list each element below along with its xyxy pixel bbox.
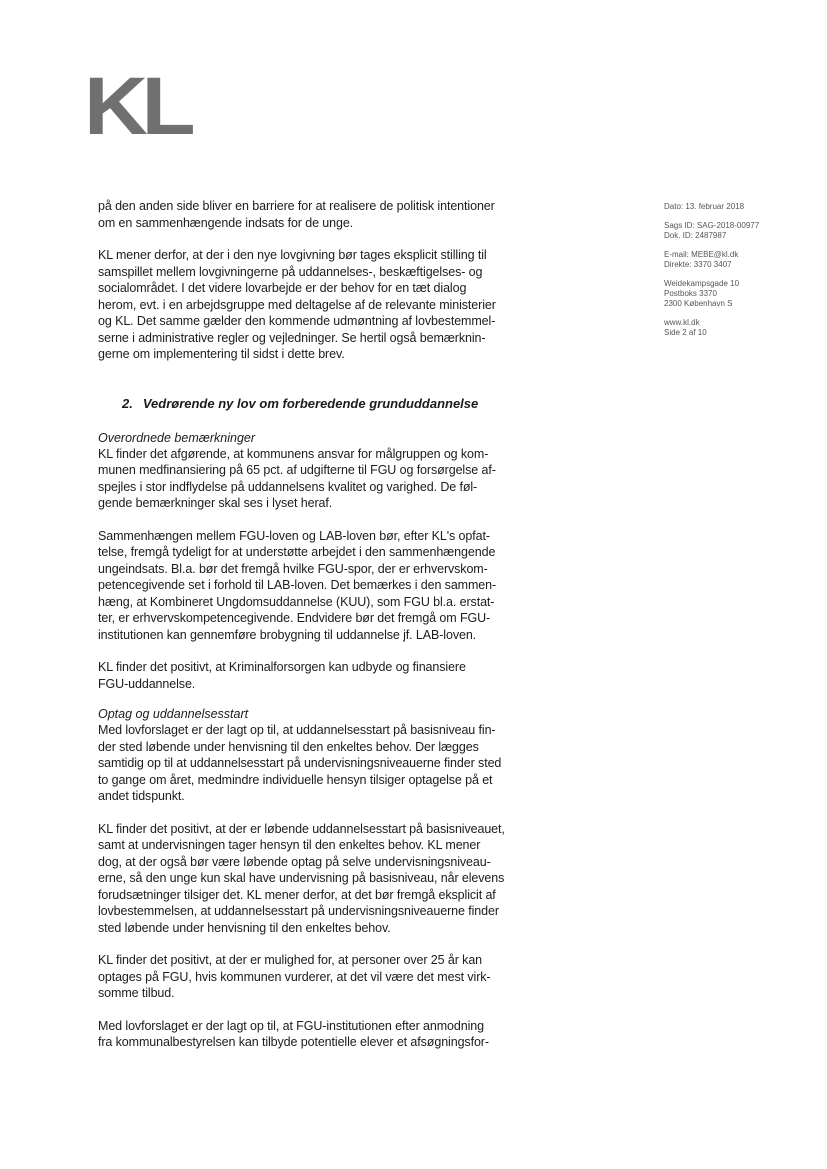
section-number: 2. <box>122 395 133 411</box>
text-line: Sammenhængen mellem FGU-loven og LAB-loven bør, efter KL's opfat- <box>98 528 490 543</box>
text-line: KL mener derfor, at der i den nye lovgivning bør tages eksplicit stilling til <box>98 248 487 262</box>
text-line: andet tidspunkt. <box>98 789 185 803</box>
paragraph-6 <box>98 722 552 805</box>
section-heading <box>98 395 552 412</box>
text-line: serne i administrative regler og vejledninger. Se hertil også bemærknin- <box>98 330 486 345</box>
text-line: herom, evt. i en arbejdsgruppe med deltagelse af de relevante ministerier <box>98 297 496 312</box>
text-line: samspillet mellem lovgivningerne på uddannelses-, beskæftigelses- og <box>98 264 483 279</box>
text-line: KL finder det positivt, at der er mulighed for, at personer over 25 år kan <box>98 953 483 967</box>
address-line-1: Weidekampsgade 10 <box>664 279 740 288</box>
paragraph-9 <box>98 1018 552 1051</box>
email-text: E-mail: MEBE@kl.dk <box>664 250 739 259</box>
text-line: KL finder det positivt, at der er løbende uddannelsesstart på basisniveauet, <box>98 821 505 836</box>
paragraph-7 <box>98 821 552 937</box>
text-line: samt at undervisningen tager hensyn til den enkeltes behov. KL mener <box>98 838 481 852</box>
paragraph-1 <box>98 198 552 231</box>
dok-id-text: Dok. ID: 2487987 <box>664 231 727 240</box>
text-line: Med lovforslaget er der lagt op til, at FGU-institutionen efter anmodning <box>98 1018 484 1033</box>
text-line: KL finder det afgørende, at kommunens ansvar for målgruppen og kom- <box>98 446 489 461</box>
text-line: samtidig op til at uddannelsesstart på undervisningsniveauerne finder sted <box>98 756 502 770</box>
date-text: Dato: 13. februar 2018 <box>664 202 745 211</box>
text-line: fra kommunalbestyrelsen kan tilbyde potentielle elever et afsøgningsfor- <box>98 1035 489 1049</box>
page-number: Side 2 af 10 <box>664 328 707 337</box>
address-line-3: 2300 København S <box>664 299 733 308</box>
section-title: Vedrørende ny lov om forberedende grunduddannelse <box>142 395 479 411</box>
text-line: og KL. Det samme gælder den kommende udmøntning af lovbestemmel- <box>98 314 496 328</box>
text-line: der sted løbende under henvisning til den enkeltes behov. Der lægges <box>98 739 479 754</box>
paragraph-3 <box>98 446 552 512</box>
sidebar-metadata <box>664 202 814 338</box>
text-line: FGU-uddannelse. <box>98 676 196 691</box>
subheading-optag: Optag og uddannelsesstart <box>98 707 249 721</box>
kl-logo: KL <box>84 61 190 152</box>
text-line: gerne om implementering til sidst i dette brev. <box>98 347 345 361</box>
text-line: institutionen kan gennemføre brobygning til uddannelse jf. LAB-loven. <box>98 627 477 642</box>
text-line: ter, er erhvervskompetencegivende. Endvidere bør det fremgå om FGU- <box>98 611 491 625</box>
text-line: forudsætninger tilsiger det. KL mener derfor, at det bør fremgå eksplicit af <box>98 887 496 902</box>
paragraph-8 <box>98 952 552 1002</box>
text-line: socialområdet. I det videre lovarbejde er der behov for en tæt dialog <box>98 281 467 295</box>
text-line: munen medfinansiering på 65 pct. af udgifterne til FGU og forsørgelse af- <box>98 463 496 477</box>
text-line: sted løbende under henvisning til den enkeltes behov. <box>98 920 391 935</box>
text-line: om en sammenhængende indsats for de unge. <box>98 215 354 230</box>
text-line: KL finder det positivt, at Kriminalforsorgen kan udbyde og finansiere <box>98 660 466 674</box>
text-line: spejles i stor indflydelse på uddannelsens kvalitet og varighed. De føl- <box>98 479 478 494</box>
direkte-text: Direkte: 3370 3407 <box>664 260 732 269</box>
text-line: ungeindsats. Bl.a. bør det fremgå hvilke FGU-spor, der er erhvervskom- <box>98 561 488 576</box>
text-line: på den anden side bliver en barriere for at realisere de politisk intentioner <box>98 199 495 213</box>
text-line: hæng, at Kombineret Ungdomsuddannelse (KUU), som FGU bl.a. erstat- <box>98 594 495 609</box>
sags-id-text: Sags ID: SAG-2018-00977 <box>664 221 760 230</box>
subheading-overordnede: Overordnede bemærkninger <box>98 430 256 445</box>
paragraph-2 <box>98 247 552 363</box>
paragraph-5 <box>98 659 552 692</box>
text-line: to gange om året, medmindre individuelle hensyn tilsiger optagelse på et <box>98 772 493 787</box>
text-line: petencegivende set i forhold til LAB-loven. Det bemærkes i den sammen- <box>98 578 497 592</box>
paragraph-4 <box>98 528 552 644</box>
address-line-2: Postboks 3370 <box>664 289 717 298</box>
text-line: telse, fremgå tydeligt for at understøtte arbejdet i den sammenhængende <box>98 545 496 559</box>
text-line: lovbestemmelsen, at uddannelsesstart på undervisningsniveauerne finder <box>98 904 499 918</box>
text-line: dog, at der også bør være løbende optag på selve undervisningsniveau- <box>98 854 491 869</box>
text-line: optages på FGU, hvis kommunen vurderer, at det vil være det mest virk- <box>98 969 491 984</box>
text-line: Med lovforslaget er der lagt op til, at uddannelsesstart på basisniveau fin- <box>98 723 496 737</box>
text-line: gende bemærkninger skal ses i lyset heraf. <box>98 496 333 510</box>
letter-body <box>98 198 552 1051</box>
text-line: somme tilbud. <box>98 986 175 1000</box>
web-text: www.kl.dk <box>664 318 700 327</box>
text-line: erne, så den unge kun skal have undervisning på basisniveau, når elevens <box>98 871 505 885</box>
